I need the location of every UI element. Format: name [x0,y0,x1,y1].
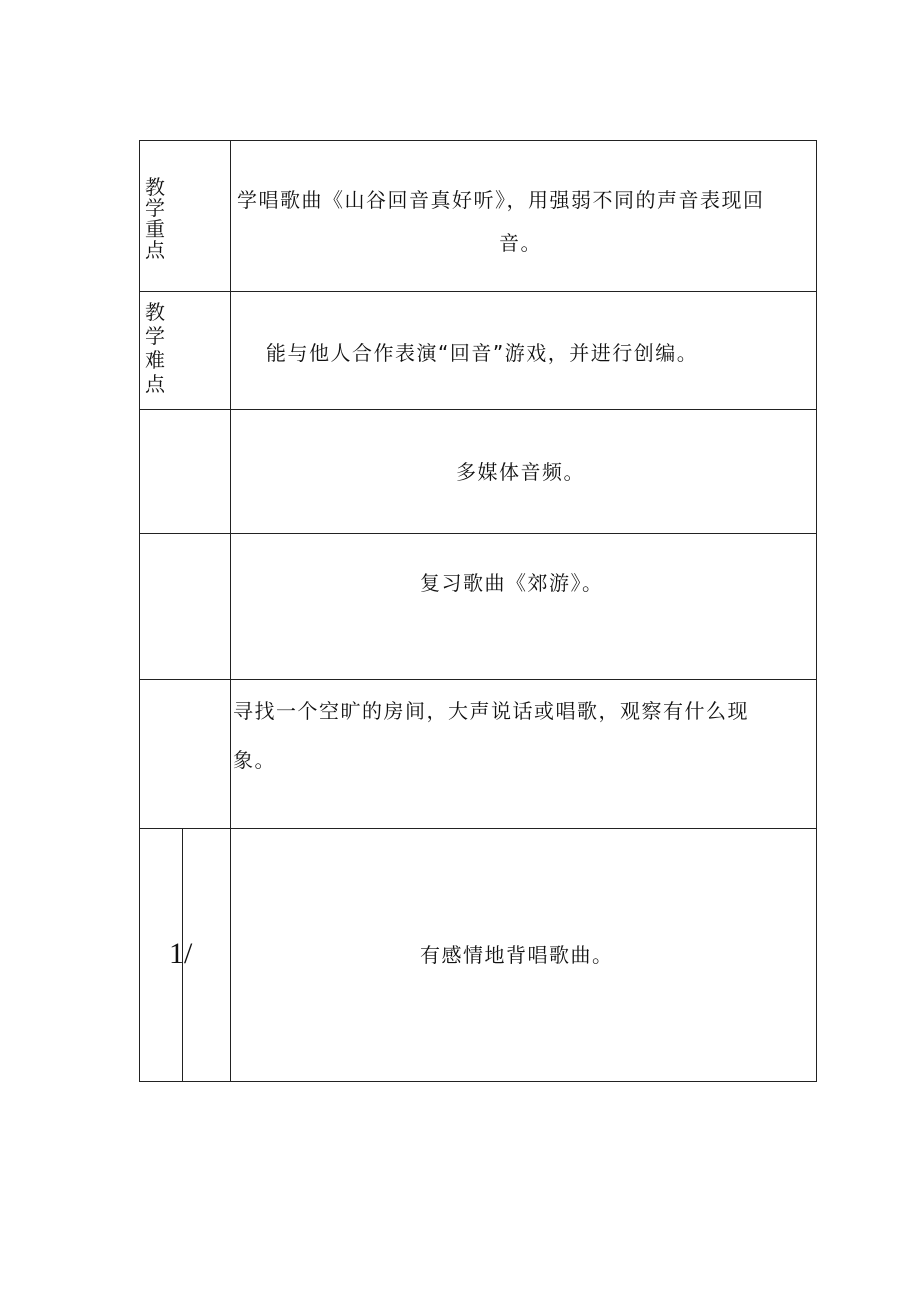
recitation-text: 有感情地背唱歌曲。 [420,943,614,967]
materials-text: 多媒体音频。 [456,460,585,484]
row-mark: 1/ [169,937,193,970]
lesson-plan-table [139,140,817,1082]
content-cell [231,534,816,679]
content-cell [231,141,816,291]
row-teaching-difficulty [140,292,816,410]
row-teaching-focus [140,141,816,292]
focus-text-line2: 音。 [499,231,542,255]
row-label-teaching-difficulty: 教学难点 [145,300,165,396]
label-cell [140,141,231,291]
content-cell [231,292,816,409]
exploration-text-line1: 寻找一个空旷的房间，大声说话或唱歌，观察有什么现 [233,699,749,723]
label-cell [140,292,231,409]
content-cell [231,829,816,1081]
row-review [140,534,816,680]
label-cell [140,534,231,679]
exploration-text-line2: 象。 [233,748,276,772]
difficulty-text: 能与他人合作表演“回音”游戏，并进行创编。 [266,341,699,365]
content-cell [231,410,816,533]
label-cell [140,680,231,828]
review-text: 复习歌曲《郊游》。 [420,571,604,595]
focus-text-line1: 学唱歌曲《山谷回音真好听》，用强弱不同的声音表现回 [237,188,765,212]
label-cell [140,829,231,1081]
row-teaching-materials [140,410,816,534]
label-cell [140,410,231,533]
row-exploration [140,680,816,829]
row-label-teaching-focus: 教学重点 [145,175,165,262]
content-cell [231,680,816,828]
row-recitation [140,829,816,1081]
